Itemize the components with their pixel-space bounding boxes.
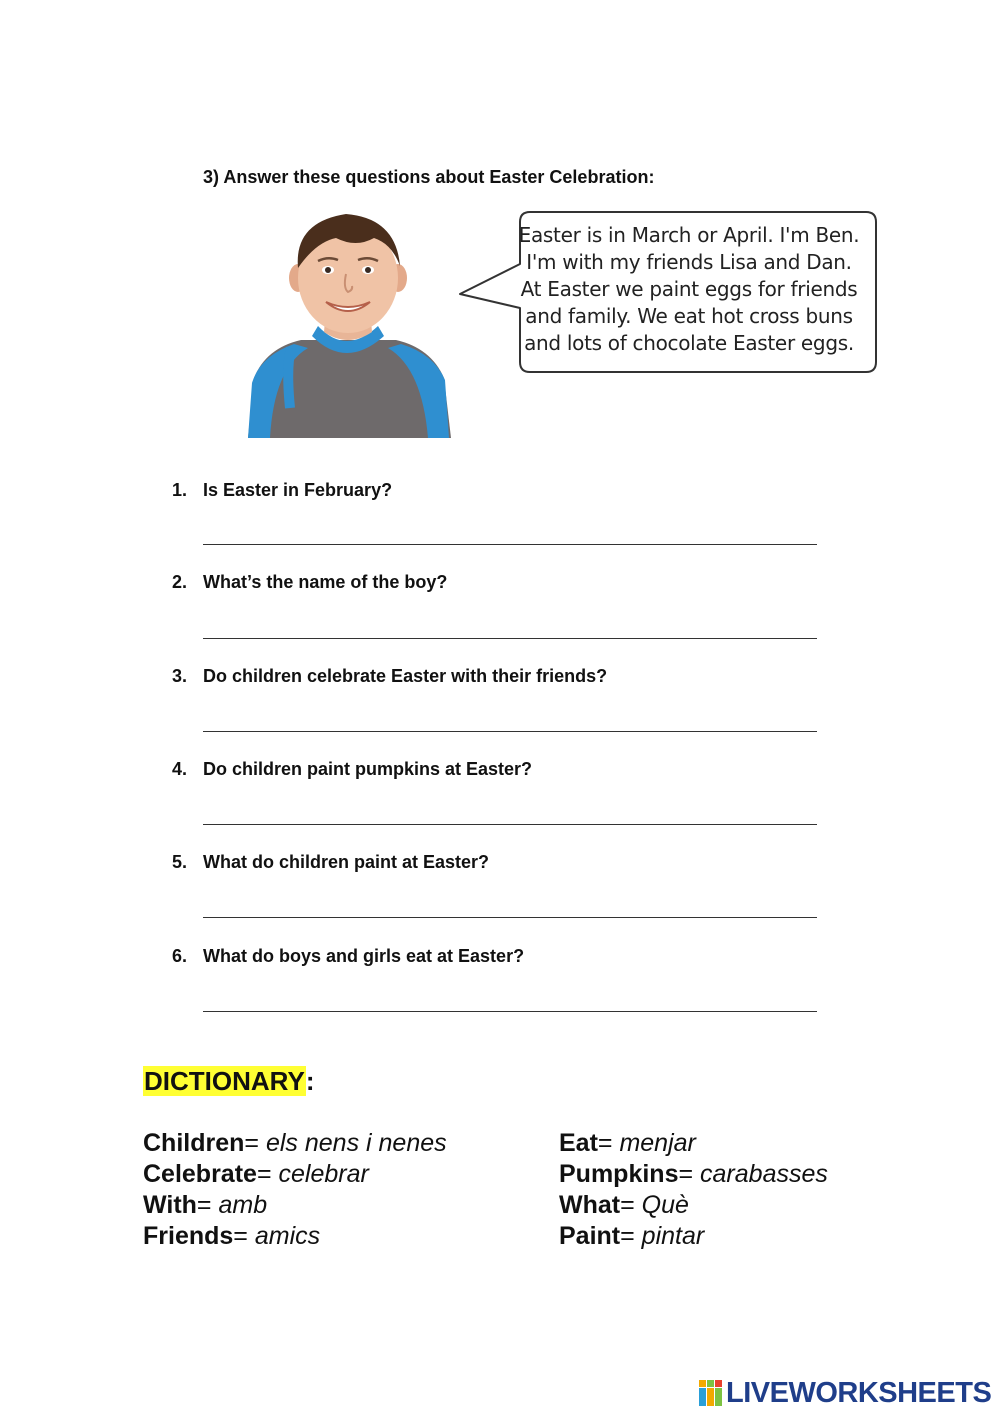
liveworksheets-logo[interactable] [698, 1375, 991, 1411]
answer-line-5[interactable] [203, 917, 817, 918]
bubble-line: and family. We eat hot cross buns [525, 304, 853, 328]
question-number: 4. [172, 759, 188, 779]
answer-line-2[interactable] [203, 638, 817, 639]
question-3 [172, 666, 607, 687]
question-6 [172, 946, 524, 967]
question-5 [172, 852, 489, 873]
dictionary-entry: With= amb [143, 1191, 268, 1219]
dictionary-heading: DICTIONARY [144, 1066, 305, 1096]
dictionary-entry: What= Què [559, 1191, 689, 1219]
answer-line-1[interactable] [203, 544, 817, 545]
question-text: Is Easter in February? [203, 480, 393, 500]
boy-photo [246, 208, 451, 438]
question-number: 5. [172, 852, 188, 872]
dictionary-title [143, 1066, 314, 1097]
dictionary-entry: Eat= menjar [559, 1129, 696, 1157]
question-text: What do children paint at Easter? [203, 852, 490, 872]
question-text: Do children paint pumpkins at Easter? [203, 759, 533, 779]
dictionary-colon: : [305, 1066, 315, 1096]
bubble-line: At Easter we paint eggs for friends [520, 277, 858, 301]
question-number: 1. [172, 480, 188, 500]
question-text: Do children celebrate Easter with their friends? [203, 666, 608, 686]
dictionary-entry: Friends= amics [143, 1222, 321, 1250]
dictionary-entry: Celebrate= celebrar [143, 1160, 369, 1188]
dictionary-entry: Paint= pintar [559, 1222, 705, 1250]
logo-text: LIVEWORKSHEETS [726, 1376, 992, 1409]
question-number: 6. [172, 946, 188, 966]
question-2 [172, 572, 447, 593]
logo-icon [698, 1378, 724, 1408]
question-text: What’s the name of the boy? [203, 572, 448, 592]
bubble-line: and lots of chocolate Easter eggs. [524, 331, 854, 355]
question-1 [172, 480, 392, 501]
speech-bubble-text [508, 222, 870, 357]
dictionary-entry: Pumpkins= carabasses [559, 1160, 828, 1188]
question-text: What do boys and girls eat at Easter? [203, 946, 525, 966]
question-4 [172, 759, 532, 780]
dictionary-right-column [559, 1128, 828, 1252]
dictionary-left-column [143, 1128, 447, 1252]
bubble-line: Easter is in March or April. I'm Ben. [518, 223, 860, 247]
section-title: 3) Answer these questions about Easter Celebration: [203, 167, 655, 187]
answer-line-6[interactable] [203, 1011, 817, 1012]
bubble-line: I'm with my friends Lisa and Dan. [526, 250, 852, 274]
question-number: 2. [172, 572, 188, 592]
answer-line-4[interactable] [203, 824, 817, 825]
question-number: 3. [172, 666, 188, 686]
answer-line-3[interactable] [203, 731, 817, 732]
dictionary-entry: Children= els nens i nenes [143, 1129, 447, 1157]
